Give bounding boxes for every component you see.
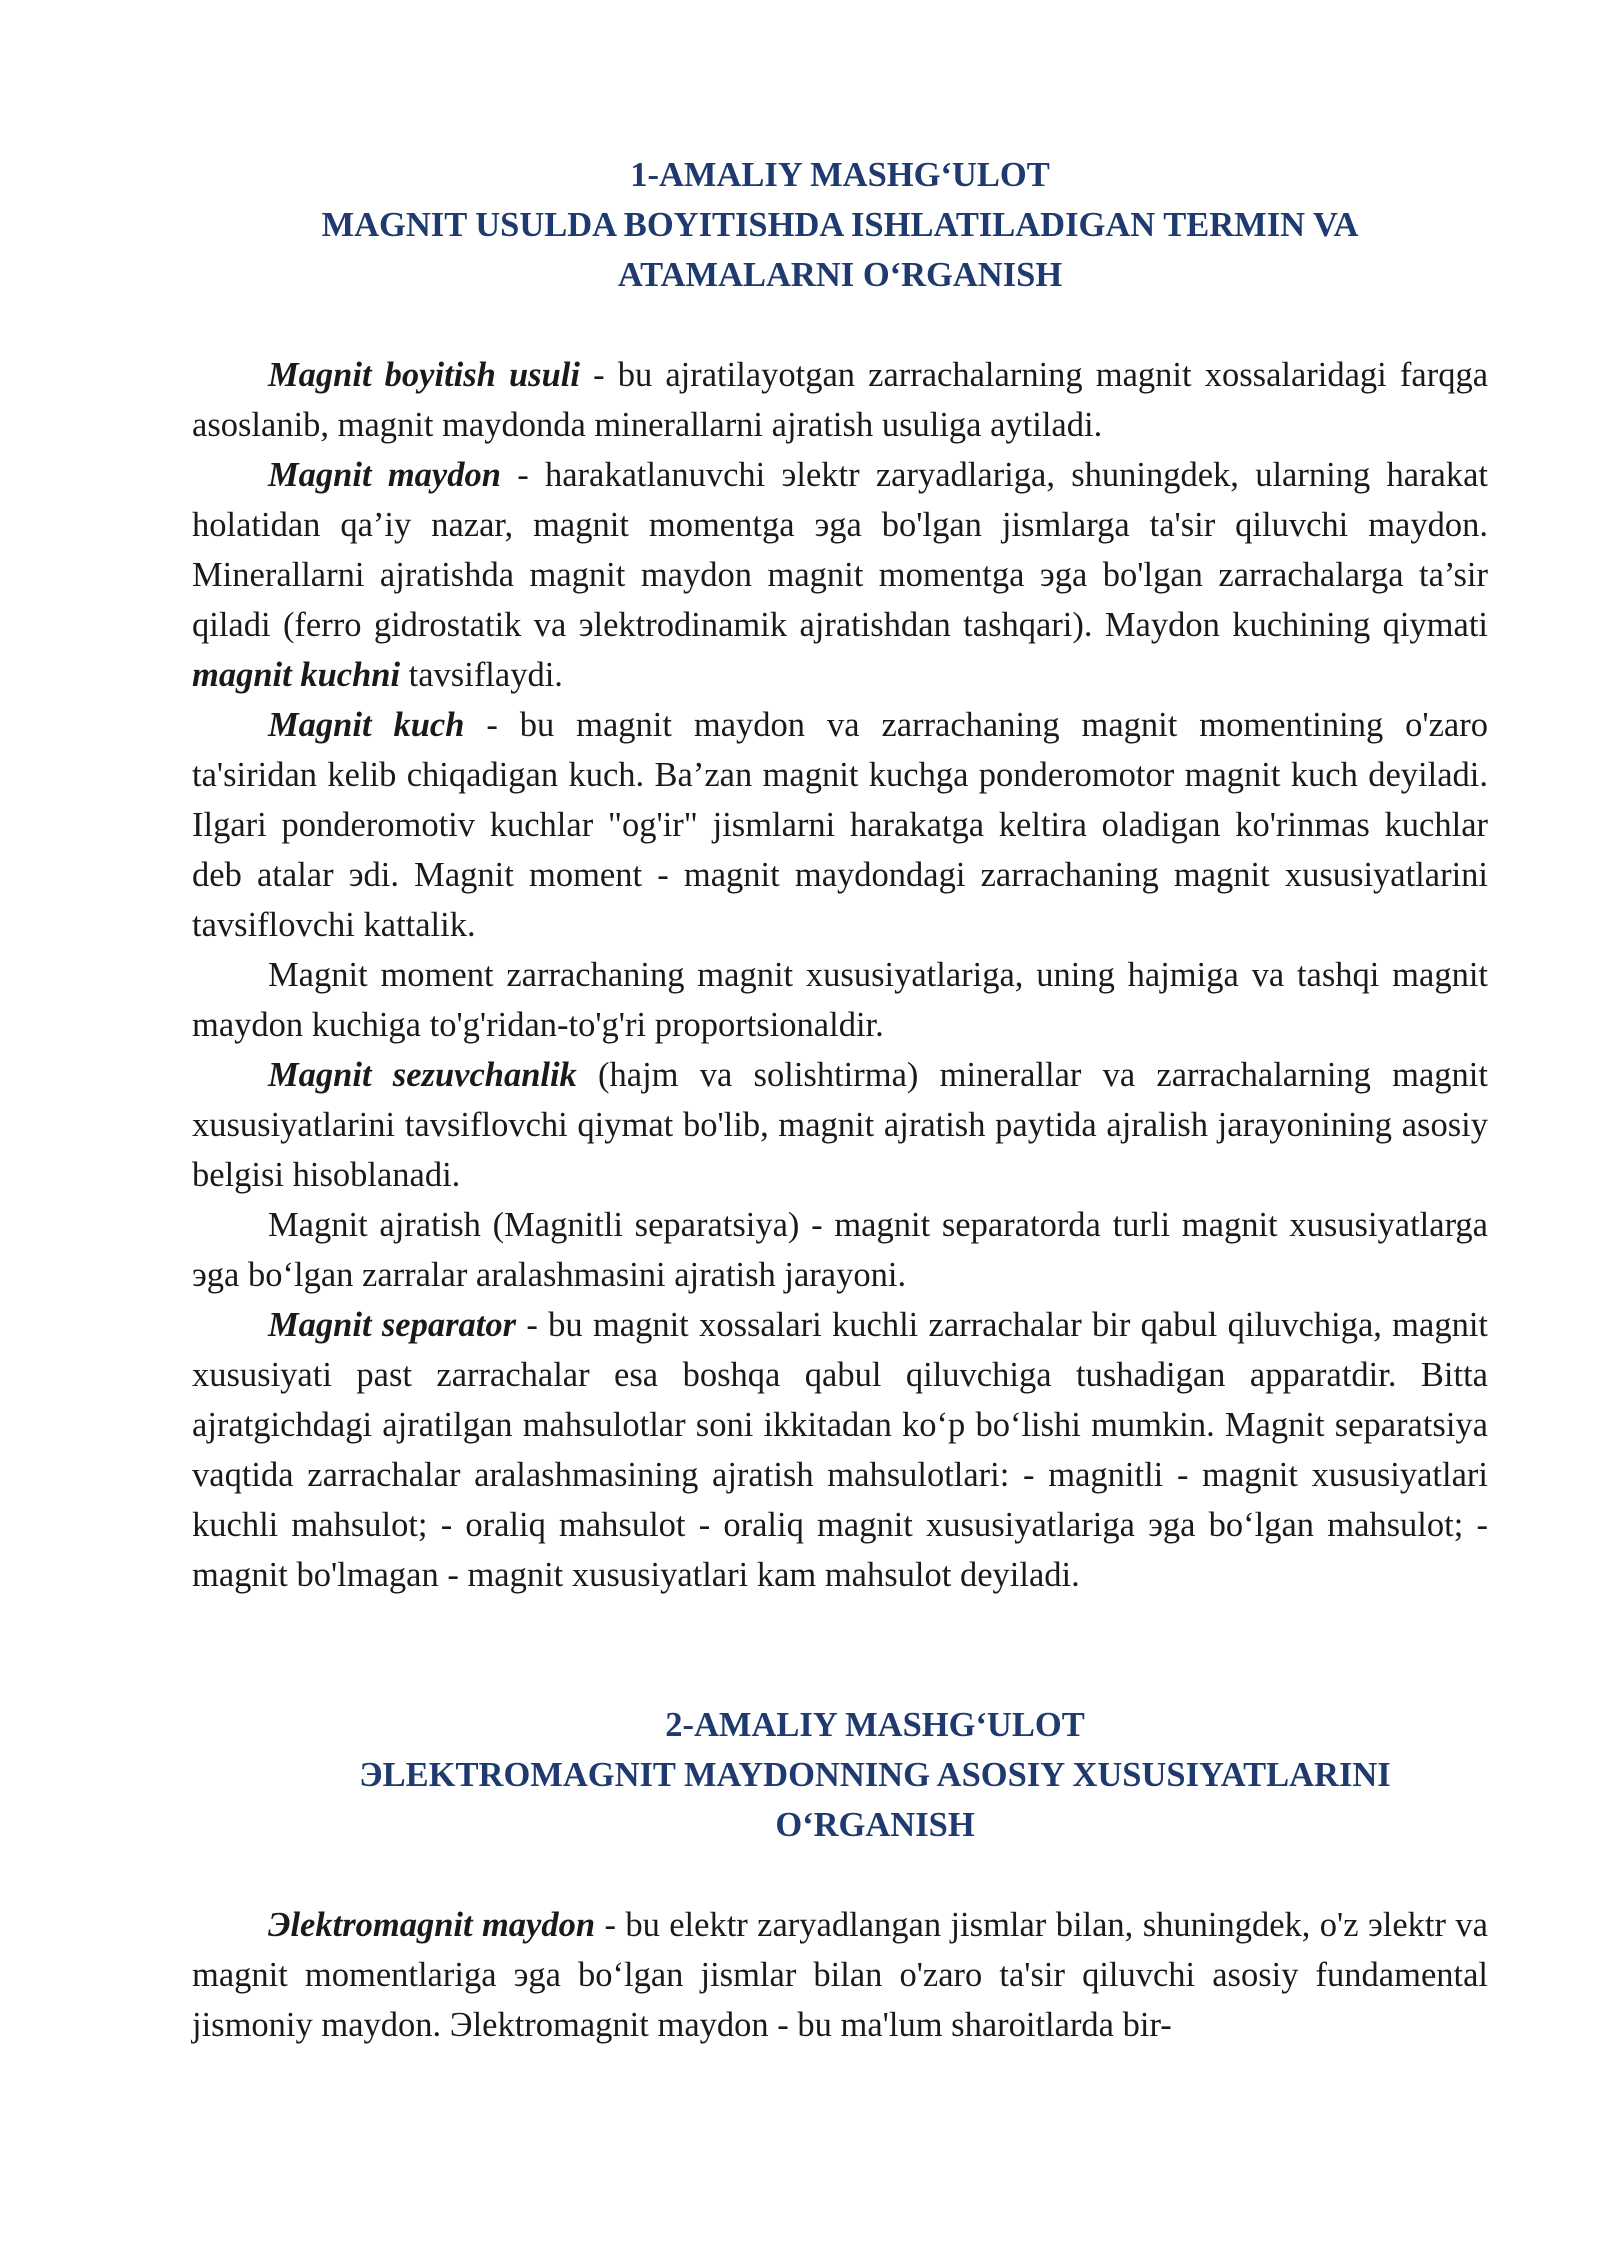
paragraph-magnit-boyitish-usuli bbox=[192, 350, 1488, 450]
term-magnit-separator: Magnit separator bbox=[268, 1306, 517, 1344]
definition-text: (hajm va solishtirma) minerallar va zarrachalarning magnit xususiyatlarini tavsiflovchi qiymat bo'lib, magnit ajratish paytida ajralish jarayonining asosiy belgisi hisoblanadi. bbox=[192, 1056, 1488, 1194]
term-magnit-boyitish-usuli: Magnit boyitish usuli bbox=[268, 356, 580, 394]
term-elektromagnit-maydon: Эlektromagnit maydon bbox=[268, 1906, 596, 1944]
paragraph-elektromagnit-maydon bbox=[192, 1900, 1488, 2050]
section-2-title-line-2: ЭLEKTROMAGNIT MAYDONNING ASOSIY XUSUSIYATLARINI bbox=[359, 1756, 1391, 1794]
term-magnit-maydon: Magnit maydon bbox=[268, 456, 501, 494]
section-1-title-line-3: ATAMALARNI O‘RGANISH bbox=[617, 256, 1063, 294]
definition-text: - bu ajratilayotgan zarrachalarning magnit xossalaridagi farqga asoslanib, magnit maydonda minerallarni ajratish usuliga aytiladi. bbox=[192, 356, 1489, 444]
paragraph-magnit-maydon bbox=[192, 450, 1488, 700]
paragraph-magnit-kuch bbox=[192, 700, 1488, 950]
section-2-heading bbox=[192, 1700, 1488, 1850]
definition-text: tavsiflaydi. bbox=[400, 656, 563, 694]
section-1-heading bbox=[192, 150, 1488, 300]
term-magnit-sezuvchanlik: Magnit sezuvchanlik bbox=[268, 1056, 577, 1094]
document-page bbox=[192, 150, 1488, 2050]
definition-text: - bu elektr zaryadlangan jismlar bilan, shuningdek, o'z эlektr va magnit momentlariga эga bo‘lgan jismlar bilan o'zaro ta'sir qiluvchi asosiy fundamental jismoniy maydon. Эlektromagnit maydon - bu ma'lum sharoitlarda bir- bbox=[192, 1906, 1488, 2044]
paragraph-magnit-separator bbox=[192, 1300, 1488, 1600]
section-1-title-line-2: MAGNIT USULDA BOYITISHDA ISHLATILADIGAN TERMIN VA bbox=[321, 206, 1359, 244]
term-magnit-kuchni: magnit kuchni bbox=[192, 656, 401, 694]
definition-text: - harakatlanuvchi эlektr zaryadlariga, shuningdek, ularning harakat holatidan qa’iy nazar, magnit momentga эga bo'lgan jismlarga ta'sir qiluvchi maydon. Minerallarni ajratishda magnit maydon magnit momentga эga bo'lgan zarrachalarga ta’sir qiladi (ferro gidrostatik va эlektrodinamik ajratishdan tashqari). Maydon kuchining qiymati bbox=[192, 456, 1488, 644]
term-magnit-kuch: Magnit kuch bbox=[268, 706, 465, 744]
section-1-title-line-1: 1-AMALIY MASHG‘ULOT bbox=[630, 156, 1050, 194]
paragraph-magnit-ajratish: Magnit ajratish (Magnitli separatsiya) - magnit separatorda turli magnit xususiyatlarga эga bo‘lgan zarralar aralashmasini ajratish jarayoni. bbox=[192, 1206, 1488, 1294]
paragraph-magnit-sezuvchanlik bbox=[192, 1050, 1488, 1200]
section-2-title-line-1: 2-AMALIY MASHG‘ULOT bbox=[665, 1706, 1085, 1744]
definition-text: - bu magnit xossalari kuchli zarrachalar bir qabul qiluvchiga, magnit xususiyati past zarrachalar esa boshqa qabul qiluvchiga tushadigan apparatdir. Bitta ajratgichdagi ajratilgan mahsulotlar soni ikkitadan ko‘p bo‘lishi mumkin. Magnit separatsiya vaqtida zarrachalar aralashmasining ajratish mahsulotlari: - magnitli - magnit xususiyatlari kuchli mahsulot; - oraliq mahsulot - oraliq magnit xususiyatlariga эga bo‘lgan mahsulot; - magnit bo'lmagan - magnit xususiyatlari kam mahsulot deyiladi. bbox=[192, 1306, 1489, 1594]
paragraph-magnit-moment: Magnit moment zarrachaning magnit xususiyatlariga, uning hajmiga va tashqi magnit maydon kuchiga to'g'ridan-to'g'ri proportsionaldir. bbox=[192, 956, 1488, 1044]
section-2-title-line-3: O‘RGANISH bbox=[775, 1806, 975, 1844]
definition-text: - bu magnit maydon va zarrachaning magnit momentining o'zaro ta'siridan kelib chiqadigan kuch. Ba’zan magnit kuchga ponderomotor magnit kuch deyiladi. Ilgari ponderomotiv kuchlar "og'ir" jismlarni harakatga keltira oladigan ko'rinmas kuchlar deb atalar эdi. Magnit moment - magnit maydondagi zarrachaning magnit xususiyatlarini tavsiflovchi kattalik. bbox=[192, 706, 1488, 944]
